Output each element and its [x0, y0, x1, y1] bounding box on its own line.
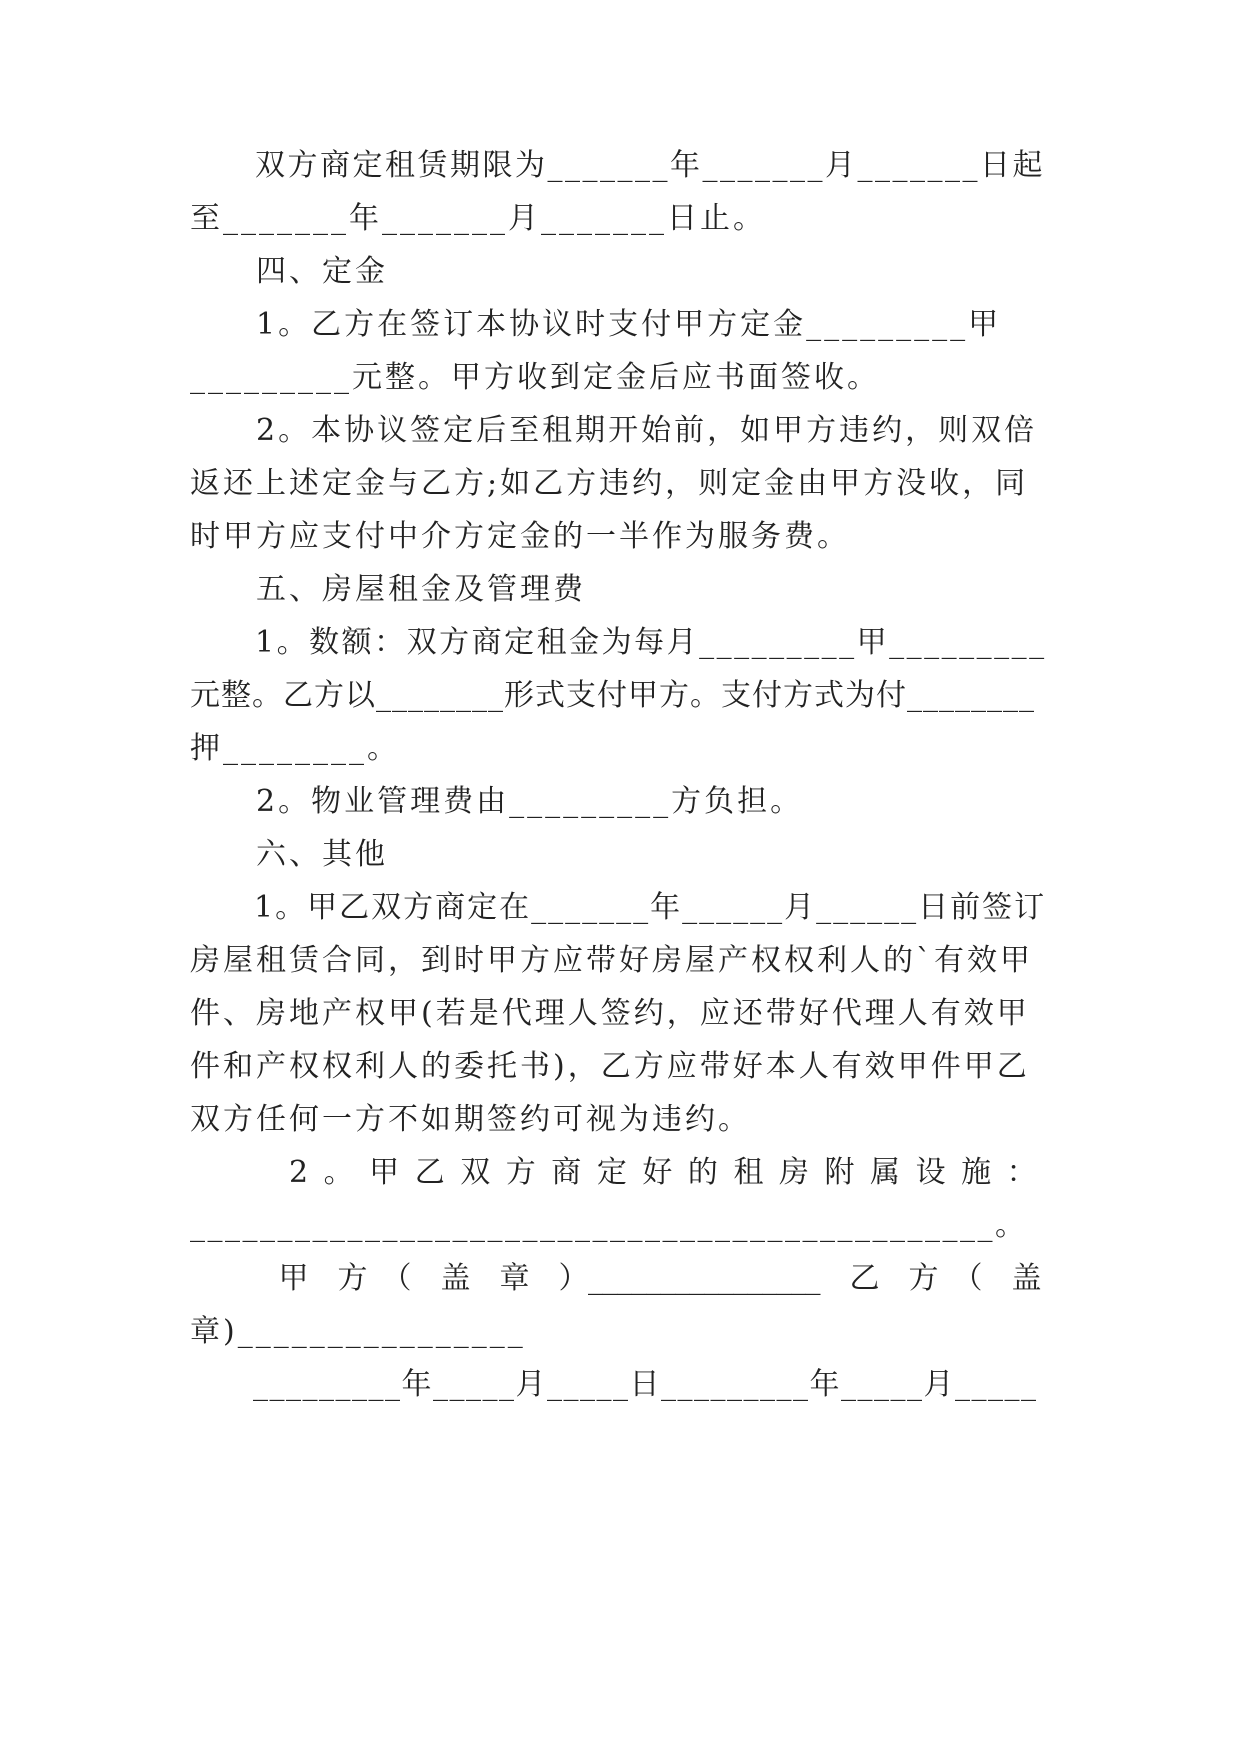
text-line: 双方任何一方不如期签约可视为违约。	[190, 1102, 751, 1137]
section-heading: 五、房屋租金及管理费	[190, 572, 586, 607]
text-line: ______________________________________________。	[190, 1208, 1028, 1243]
text-line: 时甲方应支付中介方定金的一半作为服务费。	[190, 519, 850, 554]
text-line: 件、房地产权甲(若是代理人签约，应还带好代理人有效甲	[190, 996, 1030, 1031]
text-line: 押________。	[190, 731, 400, 766]
text-line: _________元整。甲方收到定金后应书面签收。	[190, 360, 880, 395]
text-line: 件和产权权利人的委托书)，乙方应带好本人有效甲件甲乙	[190, 1049, 1030, 1084]
text-line: 1。数额：双方商定租金为每月_________甲_________	[190, 625, 1047, 660]
section-heading: 六、其他	[190, 837, 388, 872]
text-line: 双方商定租赁期限为_______年_______月_______日起	[190, 148, 1045, 183]
text-line: 2。本协议签定后至租期开始前，如甲方违约，则双倍	[190, 413, 1038, 448]
text-line: 至_______年_______月_______日止。	[190, 201, 766, 236]
text-line: 返还上述定金与乙方;如乙方违约，则定金由甲方没收，同	[190, 466, 1029, 501]
section-heading: 四、定金	[190, 254, 388, 289]
text-line: 1。乙方在签订本协议时支付甲方定金_________甲	[190, 307, 1002, 342]
signature-line: 章)________________	[190, 1314, 526, 1349]
text-line: 房屋租赁合同，到时甲方应带好房屋产权权利人的`有效甲	[190, 943, 1033, 978]
date-line: _________年_____月_____日_________年_____月_____	[190, 1367, 1038, 1402]
text-line: 元整。乙方以________形式支付甲方。支付方式为付________	[190, 678, 1035, 713]
text-line: 2 。 甲 乙 双 方 商 定 好 的 租 房 附 属 设 施 ：	[190, 1155, 1040, 1190]
text-line: 2。物业管理费由_________方负担。	[190, 784, 804, 819]
signature-line: 甲 方 （ 盖 章 ）________________ 乙 方 （ 盖	[190, 1261, 1041, 1296]
text-line: 1。甲乙双方商定在_______年______月______日前签订	[190, 890, 1047, 925]
